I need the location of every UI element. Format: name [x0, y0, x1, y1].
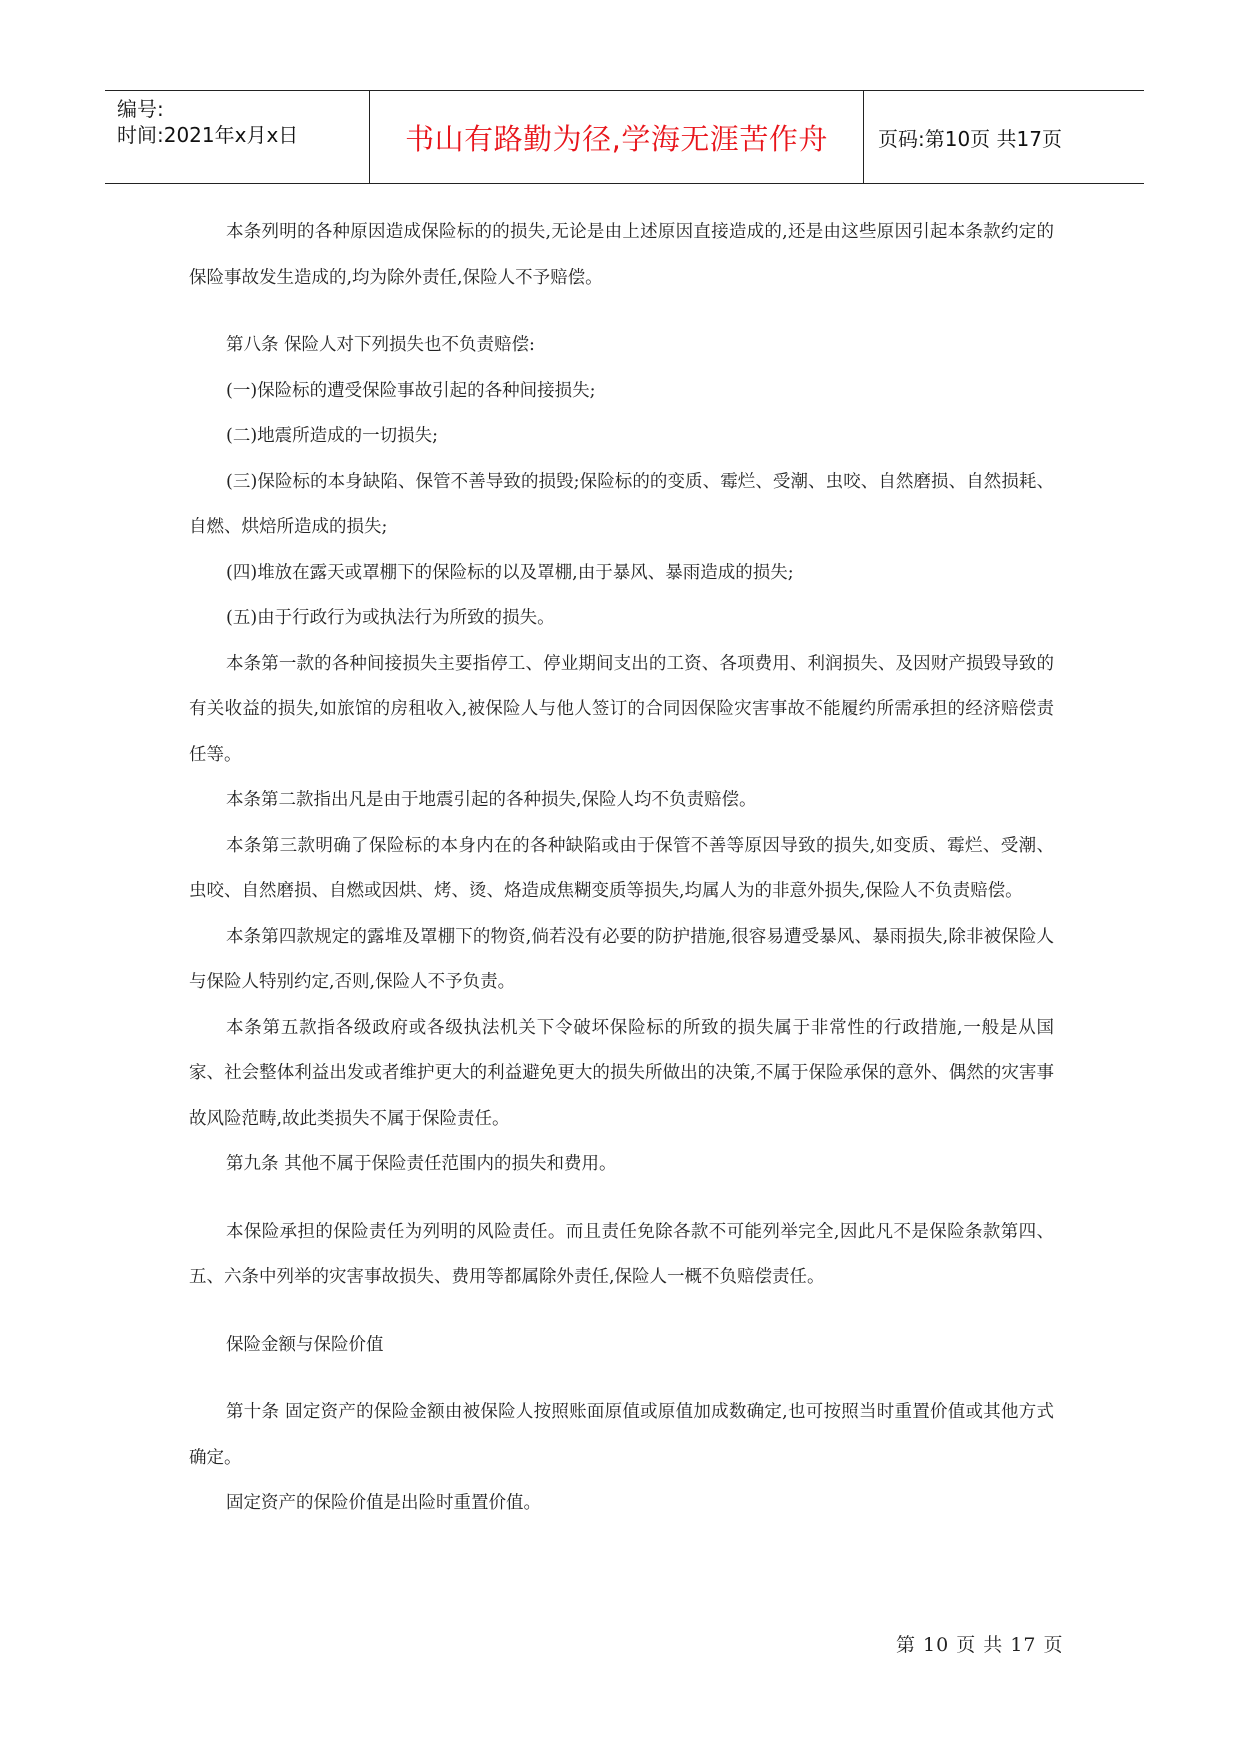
list-item: (三)保险标的本身缺陷、保管不善导致的损毁;保险标的的变质、霉烂、受潮、虫咬、自然磨损、自然损耗、自燃、烘焙所造成的损失; [189, 471, 1054, 537]
paragraph-gap [189, 1188, 1054, 1210]
paragraph-gap [189, 1368, 1054, 1390]
paragraph: 固定资产的保险价值是出险时重置价值。 [226, 1493, 541, 1513]
header-number-label: 编号: [117, 97, 164, 121]
paragraph: 本保险承担的保险责任为列明的风险责任。而且责任免除各款不可能列举完全,因此凡不是保险条款第四、五、六条中列举的灾害事故损失、费用等都属除外责任,保险人一概不负赔偿责任。 [189, 1221, 1054, 1287]
paragraph: 本条第三款明确了保险标的本身内在的各种缺陷或由于保管不善等原因导致的损失,如变质、霉烂、受潮、虫咬、自然磨损、自燃或因烘、烤、烫、烙造成焦糊变质等损失,均属人为的非意外损失,保险人不负责赔偿。 [189, 835, 1054, 901]
footer-page-number: 第 10 页 共 17 页 [896, 1634, 1064, 1656]
paragraph: 本条第二款指出凡是由于地震引起的各种损失,保险人均不负责赔偿。 [226, 790, 757, 810]
list-item: (四)堆放在露天或罩棚下的保险标的以及罩棚,由于暴风、暴雨造成的损失; [226, 562, 794, 583]
paragraph-gap [189, 301, 1054, 323]
page-header [105, 90, 1144, 184]
list-item: (一)保险标的遭受保险事故引起的各种间接损失; [226, 380, 596, 401]
article-heading: 第八条 保险人对下列损失也不负责赔偿: [226, 335, 535, 355]
paragraph: 本条第一款的各种间接损失主要指停工、停业期间支出的工资、各项费用、利润损失、及因财产损毁导致的有关收益的损失,如旅馆的房租收入,被保险人与他人签订的合同因保险灾害事故不能履约所需承担的经济赔偿责任等。 [189, 653, 1054, 765]
list-item: (二)地震所造成的一切损失; [226, 426, 439, 446]
paragraph-gap [189, 1301, 1054, 1323]
header-motto-cell [370, 91, 864, 183]
header-time-label: 时间:2021年x月x日 [117, 123, 299, 147]
paragraph: 本条列明的各种原因造成保险标的的损失,无论是由上述原因直接造成的,还是由这些原因引起本条款约定的保险事故发生造成的,均为除外责任,保险人不予赔偿。 [189, 222, 1054, 288]
article-heading: 第十条 固定资产的保险金额由被保险人按照账面原值或原值加成数确定,也可按照当时重置价值或其他方式确定。 [189, 1402, 1054, 1468]
section-heading: 保险金额与保险价值 [226, 1334, 384, 1355]
header-meta [105, 91, 370, 183]
header-page-cell [864, 91, 1144, 183]
header-motto: 书山有路勤为径,学海无涯苦作舟 [405, 121, 828, 156]
article-heading: 第九条 其他不属于保险责任范围内的损失和费用。 [226, 1154, 617, 1174]
paragraph: 本条第五款指各级政府或各级执法机关下令破坏保险标的所致的损失属于非常性的行政措施,一般是从国家、社会整体利益出发或者维护更大的利益避免更大的损失所做出的决策,不属于保险承保的意外、偶然的灾害事故风险范畴,故此类损失不属于保险责任。 [189, 1017, 1054, 1129]
document-body [189, 210, 1054, 1527]
list-item: (五)由于行政行为或执法行为所致的损失。 [226, 608, 555, 628]
paragraph: 本条第四款规定的露堆及罩棚下的物资,倘若没有必要的防护措施,很容易遭受暴风、暴雨损失,除非被保险人与保险人特别约定,否则,保险人不予负责。 [189, 926, 1054, 992]
header-page-label: 页码:第10页 共17页 [878, 126, 1062, 151]
